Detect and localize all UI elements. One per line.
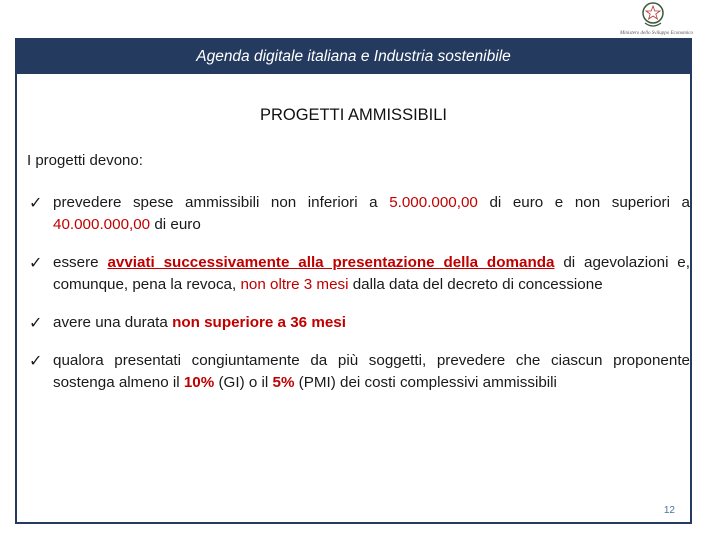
start-deadline: non oltre 3 mesi — [240, 276, 349, 293]
max-amount: 40.000.000,00 — [53, 216, 151, 233]
max-duration: non superiore a 36 mesi — [172, 314, 346, 331]
share-large-firms: 10% — [183, 374, 215, 391]
italian-republic-emblem-icon — [642, 1, 664, 29]
checkmark-icon: ✓ — [29, 351, 43, 370]
list-item: ✓ essere avviati successivamente alla presentazione della domanda di agevolazioni e, comunque, pena la revoca, non oltre 3 mesi dalla data del decreto di concessione — [29, 253, 690, 293]
checkmark-icon: ✓ — [29, 193, 43, 212]
start-condition: avviati successivamente alla presentazione della domanda — [107, 254, 555, 271]
list-item: ✓ qualora presentati congiuntamente da più soggetti, prevedere che ciascun proponente sostenga almeno il 10% (GI) o il 5% (PMI) dei costi complessivi ammissibili — [29, 351, 690, 391]
checkmark-icon: ✓ — [29, 253, 43, 272]
checkmark-icon: ✓ — [29, 313, 43, 332]
page-number: 12 — [663, 505, 675, 516]
slide-banner: Agenda digitale italiana e Industria sostenibile — [17, 40, 690, 74]
list-item: ✓ prevedere spese ammissibili non inferiori a 5.000.000,00 di euro e non superiori a 40.000.000,00 di euro — [29, 193, 690, 233]
section-heading: PROGETTI AMMISSIBILI — [259, 106, 448, 124]
list-item: ✓ avere una durata non superiore a 36 mesi — [29, 313, 346, 332]
ministry-label: Ministero dello Sviluppo Economico — [620, 31, 693, 36]
header-emblem — [620, 0, 693, 40]
min-amount: 5.000.000,00 — [389, 194, 478, 211]
share-sme: 5% — [272, 374, 295, 391]
slide-frame — [15, 38, 692, 524]
requirements-list — [27, 192, 690, 410]
intro-text: I progetti devono: — [27, 152, 143, 169]
